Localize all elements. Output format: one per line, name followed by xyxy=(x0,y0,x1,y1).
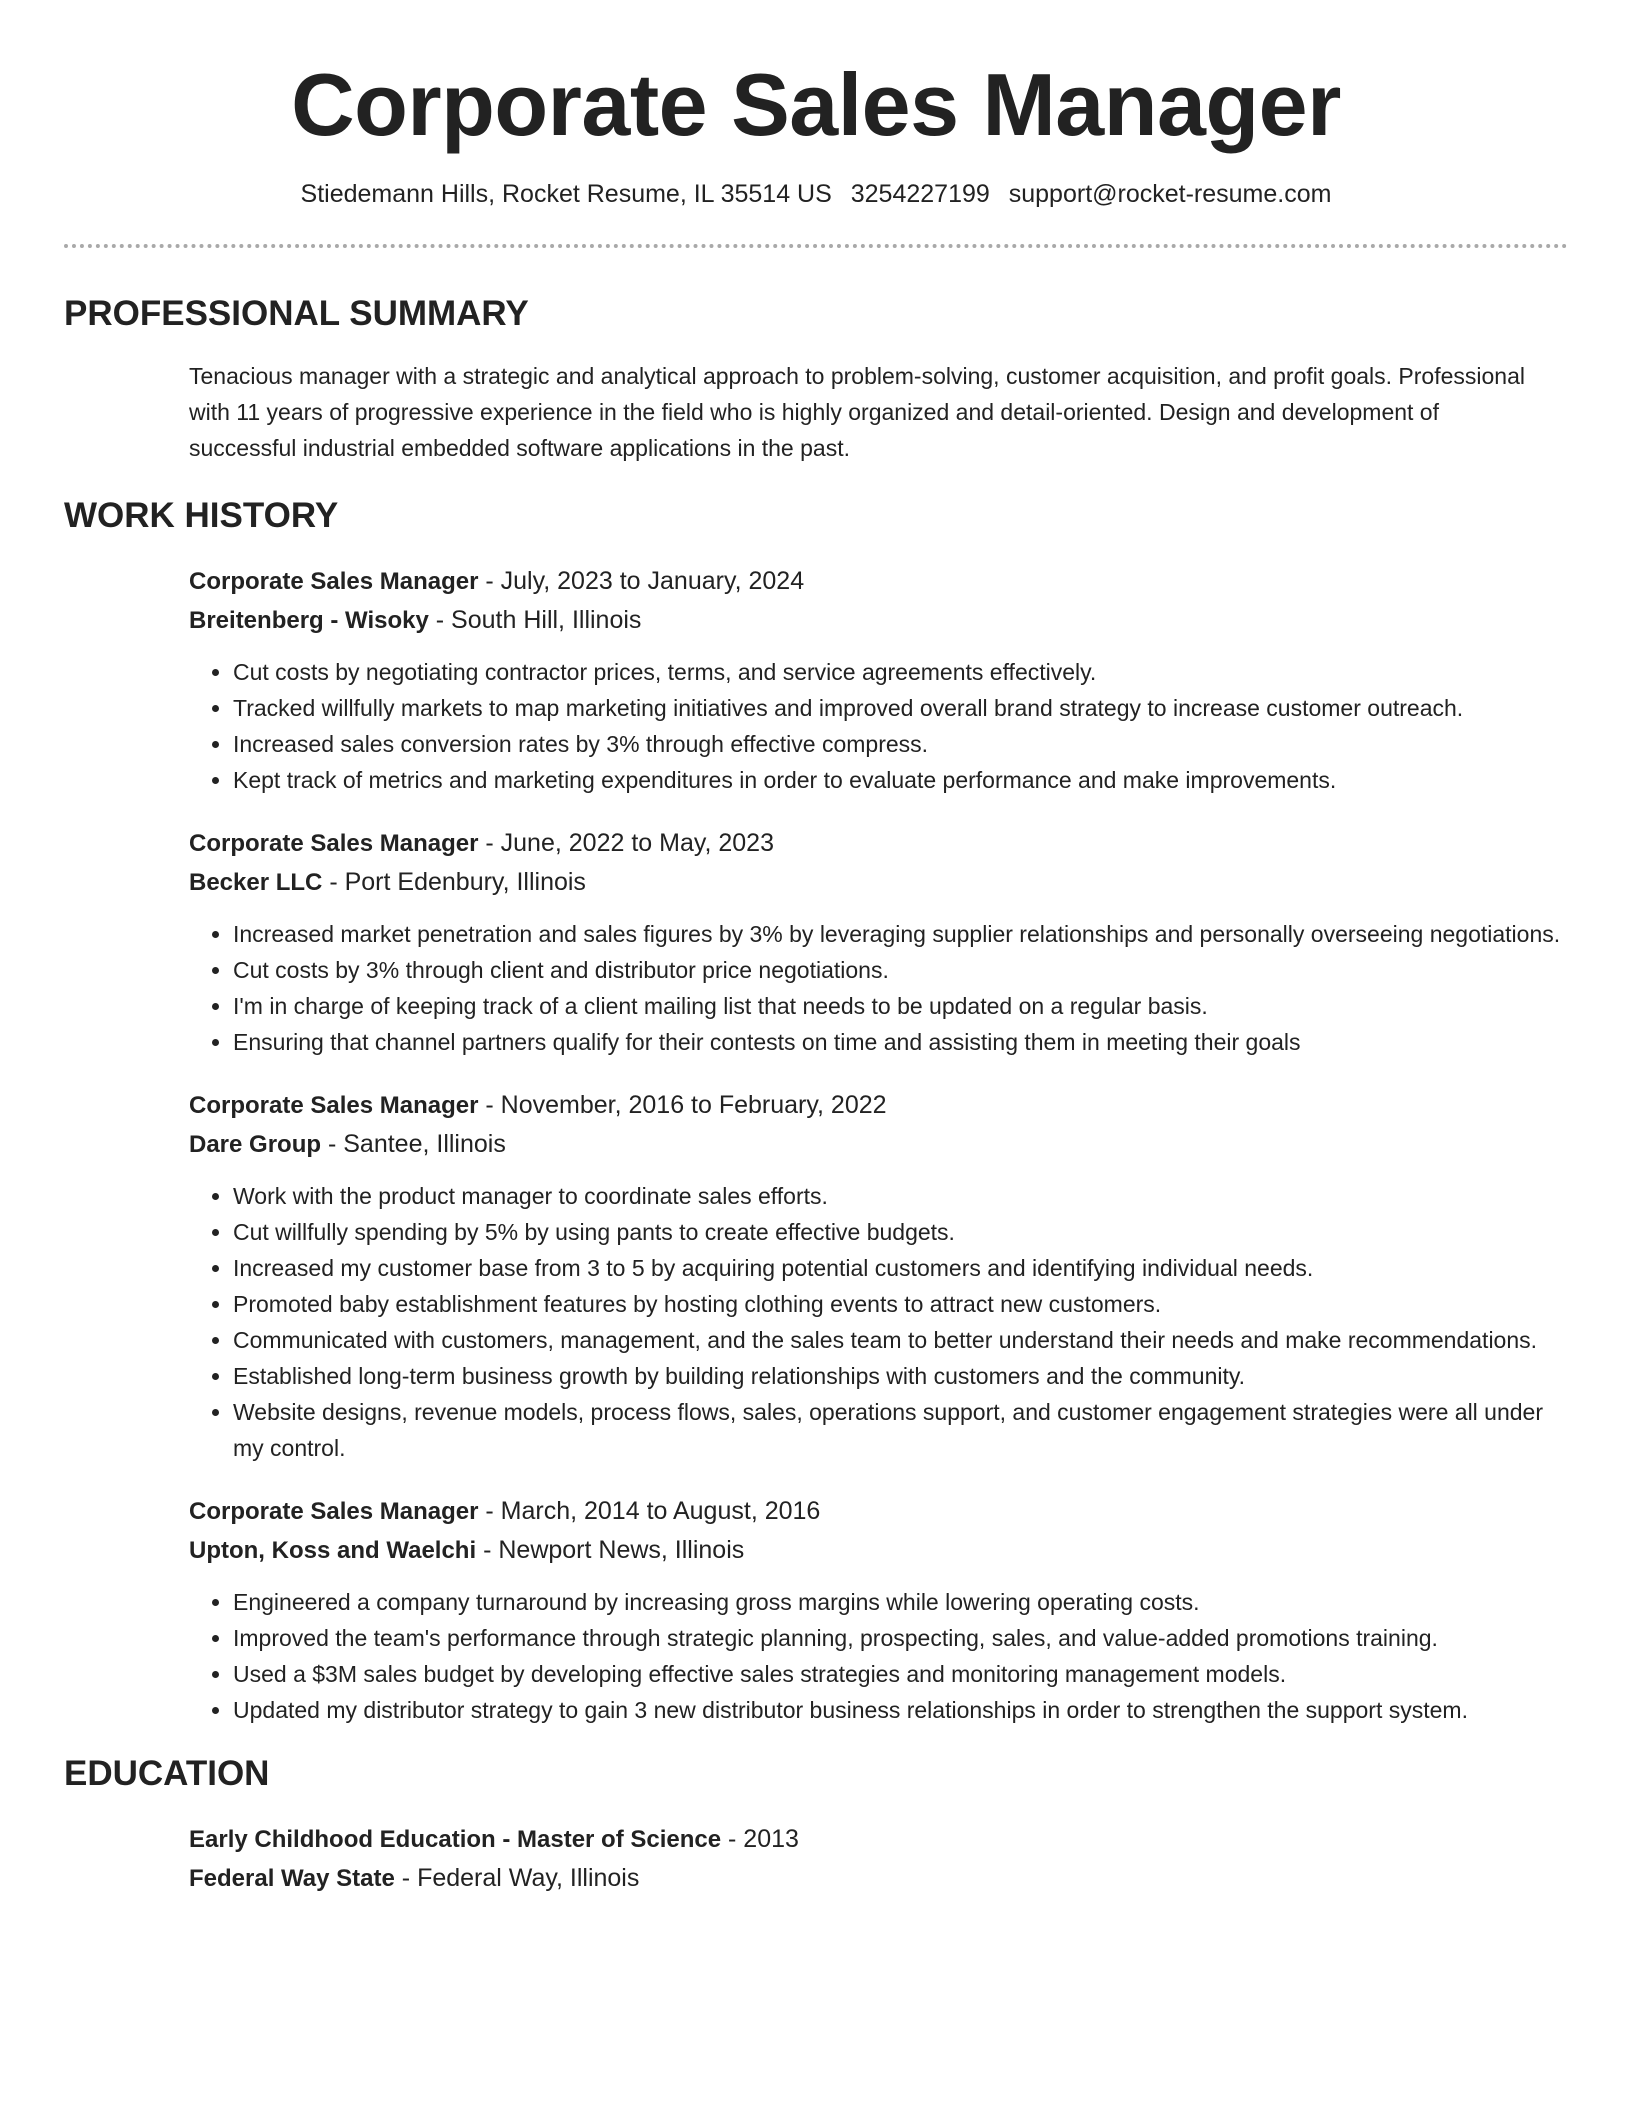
job-dates: - July, 2023 to January, 2024 xyxy=(478,567,805,595)
job-bullet: • Increased market penetration and sales figures by 3% by leveraging supplier relationships and personally overseeing negotiations. xyxy=(233,916,1568,952)
job-title-line xyxy=(189,562,1568,601)
resume-name: Corporate Sales Manager xyxy=(291,55,1341,154)
job-bullet: • Updated my distributor strategy to gain 3 new distributor business relationships in order to strengthen the support system. xyxy=(233,1692,1568,1728)
job-role: Corporate Sales Manager xyxy=(189,830,479,857)
job-bullet: • Work with the product manager to coordinate sales efforts. xyxy=(233,1178,1568,1214)
job-bullet: • Communicated with customers, management, and the sales team to better understand their needs and make recommendations. xyxy=(233,1322,1568,1358)
job-company-line xyxy=(189,863,1568,902)
job-bullet: • Kept track of metrics and marketing expenditures in order to evaluate performance and make improvements. xyxy=(233,762,1568,798)
education-location: - Federal Way, Illinois xyxy=(394,1864,640,1892)
contact-address: Stiedemann Hills, Rocket Resume, IL 35514 US xyxy=(300,180,832,208)
job-bullet: • Established long-term business growth by building relationships with customers and the community. xyxy=(233,1358,1568,1394)
job-bullets xyxy=(189,654,1568,798)
education-school-line xyxy=(189,1859,1568,1898)
job-company: Dare Group xyxy=(189,1131,322,1158)
resume-header xyxy=(0,0,1632,210)
job-company-line xyxy=(189,1125,1568,1164)
job-bullet: • Cut costs by negotiating contractor prices, terms, and service agreements effectively. xyxy=(233,654,1568,690)
job-bullet: • Promoted baby establishment features by hosting clothing events to attract new customers. xyxy=(233,1286,1568,1322)
job-location: - Newport News, Illinois xyxy=(476,1536,745,1564)
education-entry xyxy=(189,1820,1568,1898)
job-bullet: • Increased my customer base from 3 to 5 by acquiring potential customers and identifying individual needs. xyxy=(233,1250,1568,1286)
job-role: Corporate Sales Manager xyxy=(189,568,479,595)
education-degree: Early Childhood Education - Master of Science xyxy=(189,1826,722,1853)
job-dates: - November, 2016 to February, 2022 xyxy=(478,1091,887,1119)
education-school: Federal Way State xyxy=(189,1865,395,1892)
job-title-line xyxy=(189,1492,1568,1531)
job-bullet: • Cut costs by 3% through client and distributor price negotiations. xyxy=(233,952,1568,988)
job-bullet: • Used a $3M sales budget by developing effective sales strategies and monitoring management models. xyxy=(233,1656,1568,1692)
job-location: - South Hill, Illinois xyxy=(428,606,642,634)
job-dates: - March, 2014 to August, 2016 xyxy=(478,1497,821,1525)
job-company: Breitenberg - Wisoky xyxy=(189,607,429,634)
contact-phone: 3254227199 xyxy=(850,180,990,208)
job-title-line xyxy=(189,824,1568,863)
job-company-line xyxy=(189,1531,1568,1570)
job-entry xyxy=(189,1086,1568,1466)
job-location: - Santee, Illinois xyxy=(321,1130,506,1158)
job-bullets xyxy=(189,1584,1568,1728)
job-location: - Port Edenbury, Illinois xyxy=(322,868,586,896)
job-entry xyxy=(189,1492,1568,1728)
job-role: Corporate Sales Manager xyxy=(189,1498,479,1525)
job-company: Becker LLC xyxy=(189,869,323,896)
job-dates: - June, 2022 to May, 2023 xyxy=(478,829,774,857)
job-bullets xyxy=(189,916,1568,1060)
education-degree-line xyxy=(189,1820,1568,1859)
job-bullet: • Tracked willfully markets to map marketing initiatives and improved overall brand strategy to increase customer outreach. xyxy=(233,690,1568,726)
education-year: - 2013 xyxy=(721,1825,799,1853)
job-bullet: • Cut willfully spending by 5% by using pants to create effective budgets. xyxy=(233,1214,1568,1250)
job-company: Upton, Koss and Waelchi xyxy=(189,1537,477,1564)
job-role: Corporate Sales Manager xyxy=(189,1092,479,1119)
header-divider xyxy=(64,244,1568,248)
job-bullet: • Improved the team's performance through strategic planning, prospecting, sales, and value-added promotions training. xyxy=(233,1620,1568,1656)
section-title-work: WORK HISTORY xyxy=(64,496,339,535)
summary-text: Tenacious manager with a strategic and analytical approach to problem-solving, customer acquisition, and profit goals. Professional with 11 years of progressive experience in the field who is highly organized and detail-oriented. Design and development of successful industrial embedded software applications in the past. xyxy=(189,363,1525,461)
section-title-summary: PROFESSIONAL SUMMARY xyxy=(64,294,529,333)
job-bullet: • Ensuring that channel partners qualify for their contests on time and assisting them in meeting their goals xyxy=(233,1024,1568,1060)
job-bullets xyxy=(189,1178,1568,1466)
job-entry xyxy=(189,824,1568,1060)
job-title-line xyxy=(189,1086,1568,1125)
job-bullet: • Increased sales conversion rates by 3% through effective compress. xyxy=(233,726,1568,762)
job-entry xyxy=(189,562,1568,798)
job-bullet: • Website designs, revenue models, process flows, sales, operations support, and customer engagement strategies were all under my control. xyxy=(233,1394,1568,1466)
job-company-line xyxy=(189,601,1568,640)
section-title-education: EDUCATION xyxy=(64,1754,270,1793)
work-history-list xyxy=(0,562,1632,1728)
contact-line xyxy=(0,178,1632,210)
job-bullet: • Engineered a company turnaround by increasing gross margins while lowering operating costs. xyxy=(233,1584,1568,1620)
contact-email: support@rocket-resume.com xyxy=(1008,180,1332,208)
job-bullet: • I'm in charge of keeping track of a client mailing list that needs to be updated on a regular basis. xyxy=(233,988,1568,1024)
